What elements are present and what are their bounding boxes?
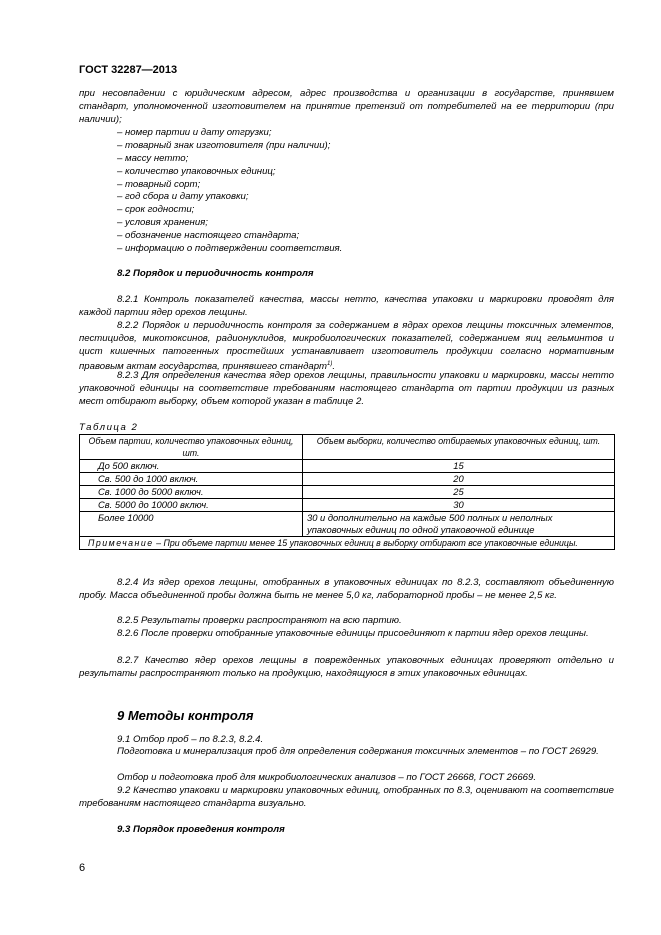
table-header-lot: Объем партии, количество упаковочных единиц, шт.: [80, 435, 303, 460]
footnote-marker: 1): [327, 361, 333, 368]
paragraph-8-2-7: 8.2.7 Качество ядер орехов лещины в поврежденных упаковочных единицах проверяют отдельно и результаты распространяют только на продукцию, находящуюся в этих упаковочных единицах.: [79, 655, 614, 679]
paragraph-9-1-micro: Отбор и подготовка проб для микробиологических анализов – по ГОСТ 26668, ГОСТ 26669.: [117, 772, 537, 783]
table-note-row: [80, 537, 615, 550]
document-header: ГОСТ 32287—2013: [79, 64, 178, 76]
paragraph-9-1: 9.1 Отбор проб – по 8.2.3, 8.2.4.: [117, 734, 264, 745]
list-item: – информацию о подтверждении соответствия.: [117, 243, 343, 254]
table-cell-lot: Более 10000: [80, 512, 303, 537]
table-row: [80, 460, 615, 473]
sample-size-table: [79, 434, 615, 550]
table-cell-lot: Св. 5000 до 10000 включ.: [80, 499, 303, 512]
page-number: 6: [79, 862, 86, 874]
table-row: [80, 499, 615, 512]
section-9-3-title: 9.3 Порядок проведения контроля: [117, 824, 285, 835]
table-note-text: – При объеме партии менее 15 упаковочных единиц в выборку отбирают все упаковочные единицы.: [153, 538, 578, 548]
table-row: [80, 512, 615, 537]
section-8-2-title: 8.2 Порядок и периодичность контроля: [117, 268, 314, 279]
paragraph-8-2-1: 8.2.1 Контроль показателей качества, массы нетто, качества упаковки и маркировки проводят для каждой партии ядер орехов лещины.: [79, 294, 614, 318]
table-cell-lot: Св. 1000 до 5000 включ.: [80, 486, 303, 499]
list-item: – год сбора и дату упаковки;: [117, 191, 249, 202]
table-cell-sample: 20: [303, 473, 615, 486]
paragraph-8-2-6: 8.2.6 После проверки отобранные упаковочные единицы присоединяют к партии ядер орехов лещины.: [117, 628, 589, 639]
intro-paragraph: при несовпадении с юридическим адресом, адрес производства и организации в государстве, принявшем стандарт, уполномоченной изготовителем на принятие претензий от потребителей на ее территории (при наличии);: [79, 88, 614, 125]
list-item: – массу нетто;: [117, 153, 189, 164]
table-cell-sample: 30 и дополнительно на каждые 500 полных и неполных упаковочных единиц по одной упаковочной единице: [303, 512, 615, 537]
list-item: – номер партии и дату отгрузки;: [117, 127, 272, 138]
table-cell-sample: 25: [303, 486, 615, 499]
table-cell-lot: До 500 включ.: [80, 460, 303, 473]
section-9-title: 9 Методы контроля: [117, 708, 254, 723]
list-item: – условия хранения;: [117, 217, 208, 228]
list-item: – обозначение настоящего стандарта;: [117, 230, 300, 241]
paragraph-8-2-5: 8.2.5 Результаты проверки распространяют на всю партию.: [117, 615, 402, 626]
paragraph-9-1-prep: Подготовка и минерализация проб для определения содержания токсичных элементов – по ГОСТ 26929.: [117, 746, 599, 757]
list-item: – срок годности;: [117, 204, 195, 215]
table-row: [80, 486, 615, 499]
table-note-label: Примечание: [88, 538, 154, 548]
paragraph-8-2-2-text: 8.2.2 Порядок и периодичность контроля за содержанием в ядрах орехов лещины токсичных элементов, пестицидов, микотоксинов, радионуклидов, микробиологических показателей, содержанием яиц гельминтов и цист кишечных патогенных простейших устанавливает изготовитель продукции согласно нормативным правовым актам государства, принявшего стандарт: [79, 320, 614, 373]
table-cell-lot: Св. 500 до 1000 включ.: [80, 473, 303, 486]
paragraph-8-2-2: 8.2.2 Порядок и периодичность контроля за содержанием в ядрах орехов лещины токсичных элементов, пестицидов, микотоксинов, радионуклидов, микробиологических показателей, содержанием яиц гельминтов и цист кишечных патогенных простейших устанавливает изготовитель продукции согласно нормативным правовым актам государства, принявшего стандарт$^{1)}$.: [79, 320, 614, 373]
table-header-sample: Объем выборки, количество отбираемых упаковочных единиц, шт.: [303, 435, 615, 460]
list-item: – товарный знак изготовителя (при наличии);: [117, 140, 331, 151]
list-item: – количество упаковочных единиц;: [117, 166, 276, 177]
table-cell-sample: 15: [303, 460, 615, 473]
table-cell-sample: 30: [303, 499, 615, 512]
paragraph-8-2-3: 8.2.3 Для определения качества ядер орехов лещины, правильности упаковки и маркировки, массы нетто упаковочной единицы на соответствие требованиям настоящего стандарта от партии продукции из разных мест отбирают выборку, объем которой указан в таблице 2.: [79, 370, 614, 407]
paragraph-9-2: 9.2 Качество упаковки и маркировки упаковочных единиц, отобранных по 8.3, оценивают на соответствие требованиям настоящего стандарта визуально.: [79, 785, 614, 809]
table-row: [80, 473, 615, 486]
paragraph-8-2-4: 8.2.4 Из ядер орехов лещины, отобранных в упаковочных единицах по 8.2.3, составляют объединенную пробу. Масса объединенной пробы должна быть не менее 5,0 кг, лабораторной пробы – не менее 2,5 кг.: [79, 577, 614, 601]
table-caption: Таблица 2: [79, 422, 139, 433]
list-item: – товарный сорт;: [117, 179, 201, 190]
table-note: [80, 537, 615, 550]
